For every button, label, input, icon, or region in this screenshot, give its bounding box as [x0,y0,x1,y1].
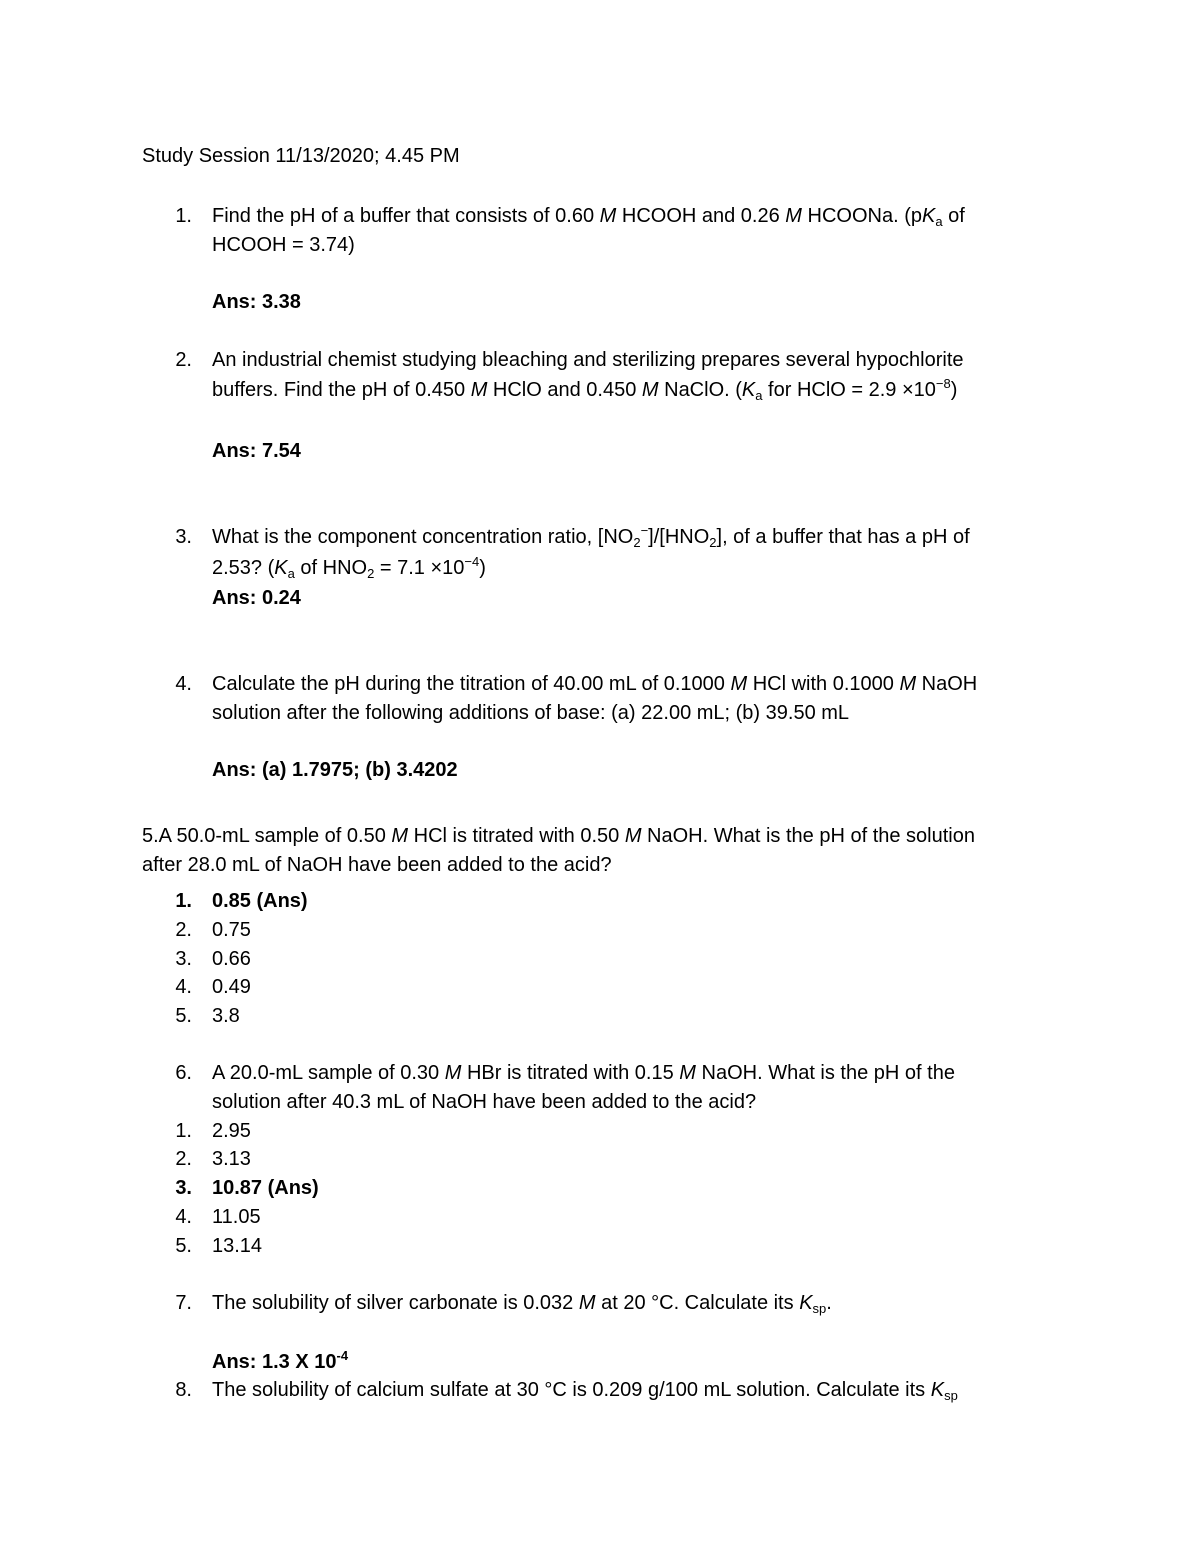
q8-line-1: The solubility of calcium sulfate at 30 °C is 0.209 g/100 mL solution. Calculate its $K_{sp}$ [212,1379,958,1403]
q3-number: 3. [175,526,192,548]
q3-line-1: What is the component concentration ratio, $[NO_2^-]/[HNO_2]$, of a buffer that has a pH of [212,523,970,550]
q6-number: 6. [175,1062,192,1084]
q4-number: 4. [175,673,192,695]
q6-option-5-number: 5. [175,1235,192,1257]
q1-answer: Ans: 3.38 [212,291,301,313]
q3-answer: Ans: 0.24 [212,587,301,609]
q5-line-2: after 28.0 mL of NaOH have been added to the acid? [142,854,612,876]
q6-option-2-number: 2. [175,1148,192,1170]
q6-option-5: 13.14 [212,1235,263,1257]
q1-line-1: Find the pH of a buffer that consists of 0.60 M HCOOH and 0.26 M HCOONa. ($pK_a$ of [212,205,965,229]
q5-option-5-number: 5. [175,1005,192,1027]
q6-option-3-number: 3. [175,1177,192,1199]
q6-option-1-number: 1. [175,1120,192,1142]
q6-line-1: A 20.0-mL sample of 0.30 M HBr is titrated with 0.15 M NaOH. What is the pH of the [212,1062,955,1084]
q4-line-2: solution after the following additions of base: (a) 22.00 mL; (b) 39.50 mL [212,702,850,724]
q4-answer: Ans: (a) 1.7975; (b) 3.4202 [212,759,458,781]
q2-line-1: An industrial chemist studying bleaching and sterilizing prepares several hypochlorite [212,349,964,371]
q2-line-2: buffers. Find the pH of 0.450 M HClO and 0.450 M NaClO. ($K_a$ for HClO = $2.9 \times 10^{-8}$) [212,376,958,403]
q5-option-5: 3.8 [212,1005,240,1027]
q2-number: 2. [175,349,192,371]
q5-line-1: 5.A 50.0-mL sample of 0.50 M HCl is titrated with 0.50 M NaOH. What is the pH of the solution [142,825,975,847]
q5-option-1: 0.85 (Ans) [212,890,308,912]
q6-option-3: 10.87 (Ans) [212,1177,319,1199]
q7-number: 7. [175,1292,192,1314]
q5-option-4: 0.49 [212,976,251,998]
q7-answer: Ans: 1.3 X $10^{-4}$ [212,1348,349,1373]
q5-option-2-number: 2. [175,919,192,941]
q5-option-3-number: 3. [175,948,192,970]
q5-option-2: 0.75 [212,919,251,941]
q1-number: 1. [175,205,192,227]
q1-line-2: HCOOH = 3.74) [212,234,355,256]
q6-option-2: 3.13 [212,1148,251,1170]
q2-answer: Ans: 7.54 [212,440,301,462]
q6-option-4-number: 4. [175,1206,192,1228]
q6-option-1: 2.95 [212,1120,251,1142]
q6-line-2: solution after 40.3 mL of NaOH have been added to the acid? [212,1091,757,1113]
q8-number: 8. [175,1379,192,1401]
q5-option-3: 0.66 [212,948,251,970]
q5-option-4-number: 4. [175,976,192,998]
q4-line-1: Calculate the pH during the titration of 40.00 mL of 0.1000 M HCl with 0.1000 M NaOH [212,673,978,695]
q7-line-1: The solubility of silver carbonate is 0.032 M at 20 °C. Calculate its $K_{sp}$. [212,1292,832,1316]
q6-option-4: 11.05 [212,1206,261,1228]
header-line: Study Session 11/13/2020; 4.45 PM [142,145,460,167]
q5-option-1-number: 1. [175,890,192,912]
q3-line-2: 2.53? ($K_a$ of $HNO_2 = 7.1 \times 10^{-4}$) [212,554,486,581]
